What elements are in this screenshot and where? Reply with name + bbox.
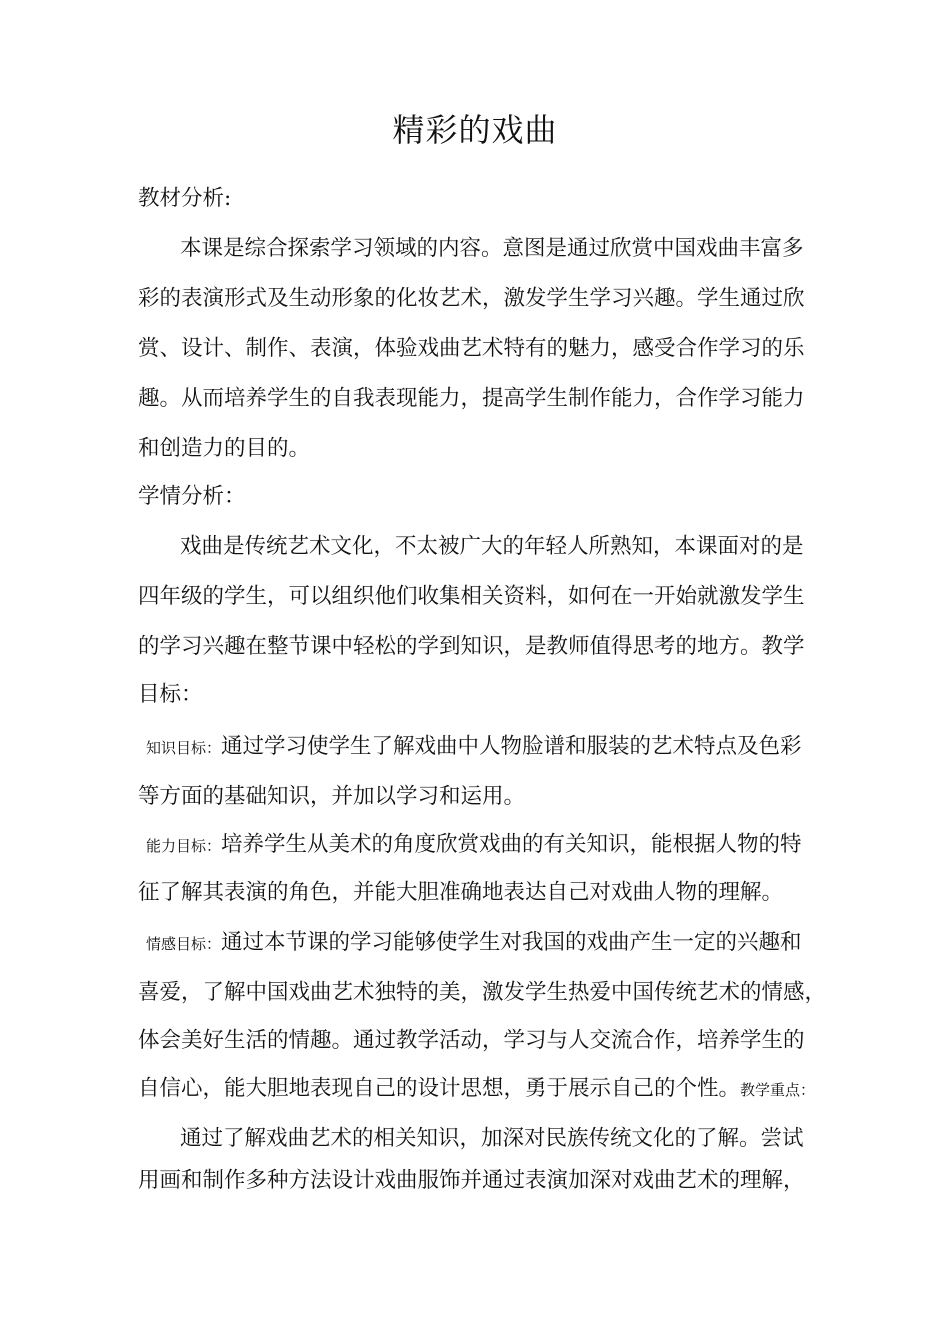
section-heading-student: 学情分析： — [138, 484, 246, 509]
knowledge-goal-text: 通过学习使学生了解戏曲中人物脸谱和服装的艺术特点及色彩 — [221, 734, 802, 759]
paragraph-line: 四年级的学生，可以组织他们收集相关资料，如何在一开始就激发学生 — [138, 584, 805, 609]
paragraph-line: 赏、设计、制作、表演，体验戏曲艺术特有的魅力，感受合作学习的乐 — [138, 336, 805, 361]
paragraph-line: 目标： — [138, 682, 203, 707]
key-point-label: 教学重点： — [740, 1081, 816, 1099]
emotion-goal-line — [146, 928, 802, 959]
paragraph-line: 本课是综合探索学习领域的内容。意图是通过欣赏中国戏曲丰富多 — [180, 236, 804, 261]
paragraph-text: 自信心，能大胆地表现自己的设计思想，勇于展示自己的个性。 — [138, 1076, 741, 1101]
paragraph-line: 征了解其表演的角色，并能大胆准确地表达自己对戏曲人物的理解。 — [138, 880, 784, 905]
ability-goal-text: 培养学生从美术的角度欣赏戏曲的有关知识，能根据人物的特 — [221, 832, 802, 857]
emotion-goal-last-line — [138, 1074, 815, 1105]
paragraph-line: 趣。从而培养学生的自我表现能力，提高学生制作能力，合作学习能力 — [138, 386, 805, 411]
ability-goal-line — [146, 830, 802, 861]
paragraph-line: 体会美好生活的情趣。通过教学活动，学习与人交流合作，培养学生的 — [138, 1028, 805, 1053]
emotion-goal-label: 情感目标： — [146, 935, 222, 953]
paragraph-line: 喜爱，了解中国戏曲艺术独特的美，激发学生热爱中国传统艺术的情感， — [138, 980, 827, 1005]
paragraph-line: 用画和制作多种方法设计戏曲服饰并通过表演加深对戏曲艺术的理解， — [138, 1168, 805, 1193]
paragraph-line: 戏曲是传统艺术文化，不太被广大的年轻人所熟知，本课面对的是 — [180, 534, 804, 559]
emotion-goal-text: 通过本节课的学习能够使学生对我国的戏曲产生一定的兴趣和 — [221, 930, 802, 955]
paragraph-line: 的学习兴趣在整节课中轻松的学到知识，是教师值得思考的地方。教学 — [138, 634, 805, 659]
paragraph-line: 通过了解戏曲艺术的相关知识，加深对民族传统文化的了解。尝试 — [180, 1126, 804, 1151]
paragraph-line: 等方面的基础知识，并加以学习和运用。 — [138, 784, 526, 809]
paragraph-line: 彩的表演形式及生动形象的化妆艺术，激发学生学习兴趣。学生通过欣 — [138, 286, 805, 311]
section-heading-material: 教材分析: — [138, 186, 232, 211]
document-title: 精彩的戏曲 — [392, 111, 558, 149]
paragraph-line: 和创造力的目的。 — [138, 436, 311, 461]
knowledge-goal-line — [146, 732, 802, 763]
ability-goal-label: 能力目标： — [146, 837, 222, 855]
knowledge-goal-label: 知识目标： — [146, 739, 222, 757]
